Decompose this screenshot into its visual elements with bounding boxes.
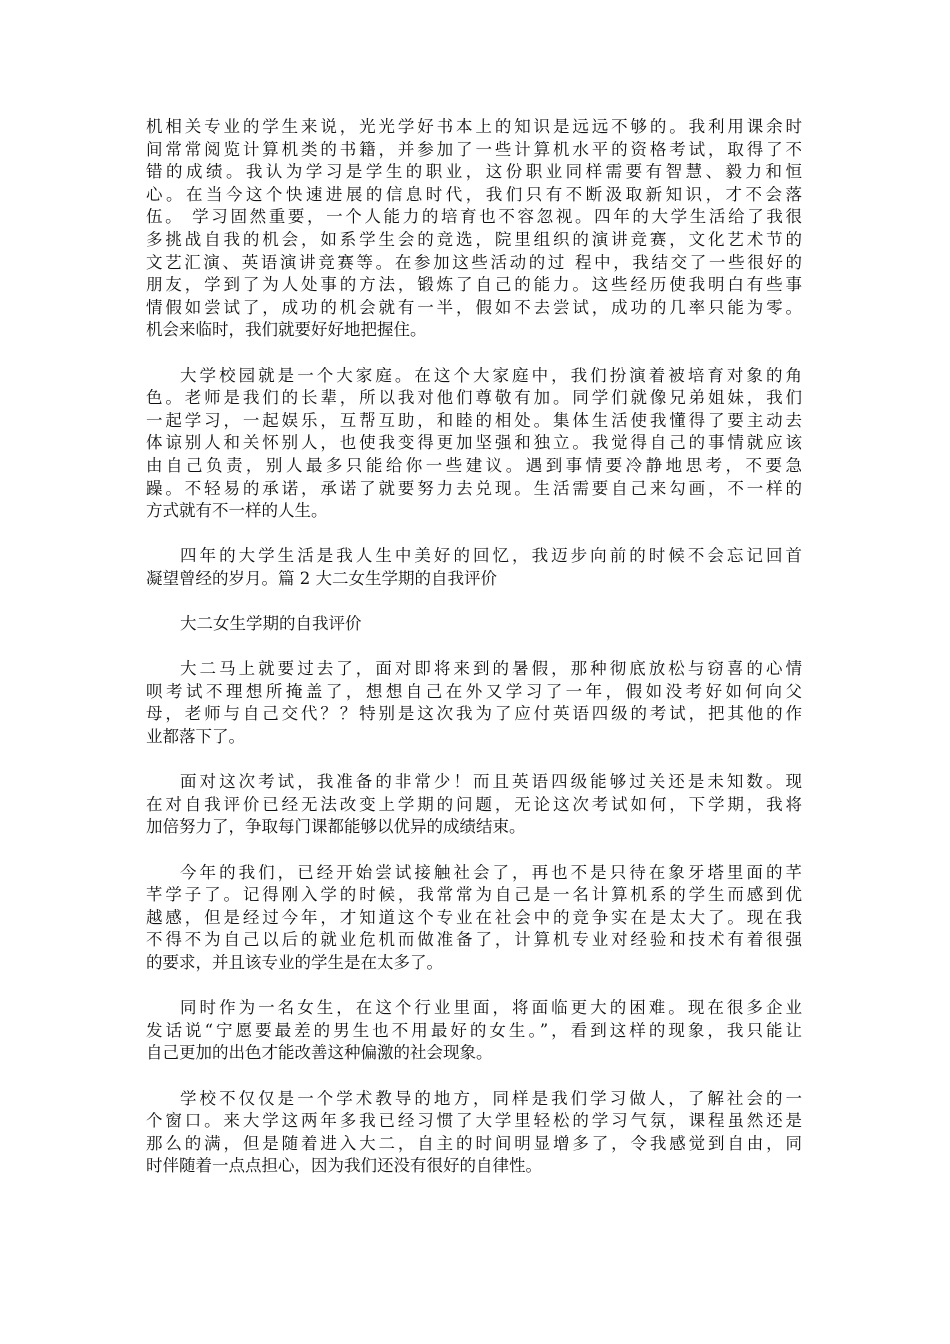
text-line: 朋友，学到了为人处事的方法，锻炼了自己的能力。这些经历使我明白有些事 (146, 275, 802, 295)
document-page (146, 116, 802, 1201)
text-line: 体谅别人和关怀别人，也使我变得更加坚强和独立。我觉得自己的事情就应该 (146, 433, 802, 453)
text-line: 伍。 学习固然重要，一个人能力的培育也不容忽视。四年的大学生活给了我很 (146, 207, 802, 227)
text-line: 学校不仅仅是一个学术教导的地方，同样是我们学习做人，了解社会的一 (180, 1088, 802, 1108)
text-line: 在对自我评价已经无法改变上学期的问题，无论这次考试如何，下学期，我将 (146, 794, 802, 814)
text-line: 由自己负责，别人最多只能给你一些建议。遇到事情要冷静地思考，不要急 (146, 455, 802, 475)
paragraph (146, 862, 802, 975)
text-line: 发话说“宁愿要最差的男生也不用最好的女生。”，看到这样的现象，我只能让 (146, 1020, 802, 1040)
text-line: 情假如尝试了，成功的机会就有一半，假如不去尝试，成功的几率只能为零。 (146, 297, 802, 317)
text-line: 越感，但是经过今年，才知道这个专业在社会中的竞争实在是太大了。现在我 (146, 907, 802, 927)
text-line: 的要求，并且该专业的学生是在太多了。 (146, 952, 443, 972)
text-line: 个窗口。来大学这两年多我已经习惯了大学里轻松的学习气氛，课程虽然还是 (146, 1111, 802, 1131)
text-line: 间常常阅览计算机类的书籍，并参加了一些计算机水平的资格考试，取得了不 (146, 139, 802, 159)
text-line: 错的成绩。我认为学习是学生的职业，这份职业同样需要有智慧、毅力和恒 (146, 162, 802, 182)
text-line: 心。在当今这个快速进展的信息时代，我们只有不断汲取新知识，才不会落 (146, 184, 802, 204)
text-line: 文艺汇演、英语演讲竞赛等。在参加这些活动的过 程中，我结交了一些很好的 (146, 252, 802, 272)
paragraph (146, 545, 802, 590)
paragraph (146, 658, 802, 748)
text-line: 芊学子了。记得刚入学的时候，我常常为自己是一名计算机系的学生而感到优 (146, 885, 802, 905)
text-line: 方式就有不一样的人生。 (146, 501, 328, 521)
text-line: 机相关专业的学生来说，光光学好书本上的知识是远远不够的。我利用课余时 (146, 117, 802, 136)
paragraph (146, 1088, 802, 1178)
paragraph (146, 116, 802, 342)
text-line: 大二女生学期的自我评价 (180, 614, 362, 634)
text-line: 大二马上就要过去了，面对即将来到的暑假，那种彻底放松与窃喜的心情 (180, 659, 802, 679)
text-line: 大学校园就是一个大家庭。在这个大家庭中，我们扮演着被培育对象的角 (180, 365, 802, 385)
text-line: 母，老师与自己交代？？特别是这次我为了应付英语四级的考试，把其他的作 (146, 704, 802, 724)
paragraph (146, 365, 802, 523)
text-line: 同时作为一名女生，在这个行业里面，将面临更大的困难。现在很多企业 (180, 998, 802, 1018)
text-line: 时伴随着一点点担心，因为我们还没有很好的自律性。 (146, 1156, 542, 1176)
text-line: 面对这次考试，我准备的非常少！而且英语四级能够过关还是未知数。现 (180, 772, 802, 792)
text-line: 加倍努力了，争取每门课都能够以优异的成绩结束。 (146, 817, 526, 837)
text-line: 业都落下了。 (146, 727, 245, 747)
text-line: 色。老师是我们的长辈，所以我对他们尊敬有加。同学们就像兄弟姐妹，我们 (146, 388, 802, 408)
text-line: 那么的满，但是随着进入大二，自主的时间明显增多了，令我感觉到自由，同 (146, 1133, 802, 1153)
text-line: 今年的我们，已经开始尝试接触社会了，再也不是只待在象牙塔里面的芊 (180, 862, 802, 882)
paragraph (146, 997, 802, 1065)
text-line: 机会来临时，我们就要好好地把握住。 (146, 320, 427, 340)
text-line: 一起学习，一起娱乐，互帮互助，和睦的相处。集体生活使我懂得了要主动去 (146, 410, 802, 430)
text-line: 凝望曾经的岁月。篇 2 大二女生学期的自我评价 (146, 568, 497, 588)
text-line: 躁。不轻易的承诺，承诺了就要努力去兑现。生活需要自己来勾画，不一样的 (146, 478, 802, 498)
text-line: 不得不为自己以后的就业危机而做准备了，计算机专业对经验和技术有着很强 (146, 930, 802, 950)
paragraph (146, 613, 802, 636)
text-line: 多挑战自我的机会，如系学生会的竞选，院里组织的演讲竞赛，文化艺术节的 (146, 229, 802, 249)
text-line: 呗考试不理想所掩盖了，想想自己在外又学习了一年，假如没考好如何向父 (146, 681, 802, 701)
paragraph (146, 771, 802, 839)
text-line: 自己更加的出色才能改善这种偏激的社会现象。 (146, 1043, 493, 1063)
text-line: 四年的大学生活是我人生中美好的回忆，我迈步向前的时候不会忘记回首 (180, 546, 802, 566)
